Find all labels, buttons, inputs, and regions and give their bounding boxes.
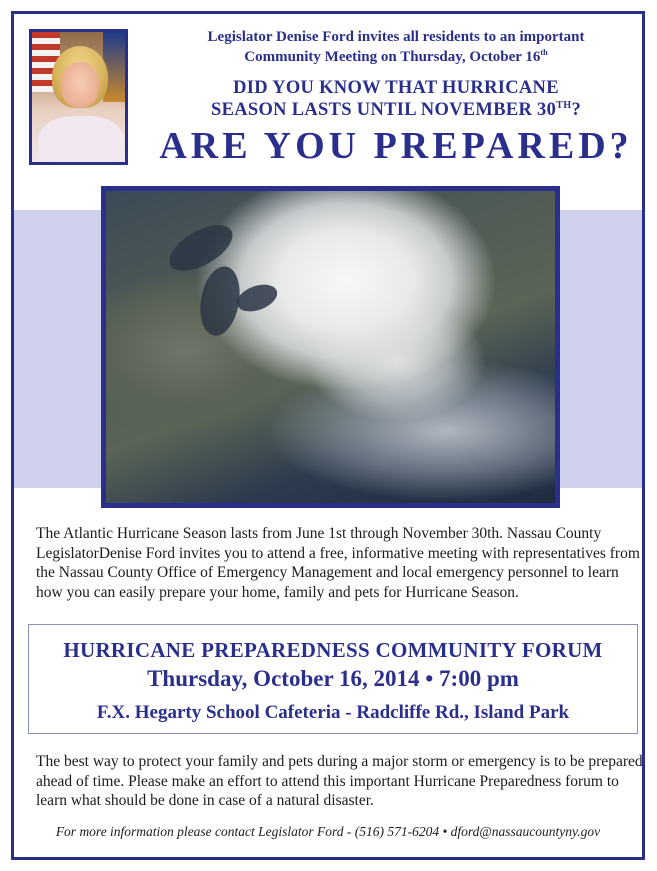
hurricane-satellite-image: [101, 186, 560, 508]
question-line-2: SEASON LASTS UNTIL NOVEMBER 30TH?: [210, 99, 581, 120]
closing-paragraph: The best way to protect your family and pets during a major storm or emergency is to be prepared ahead of time. Please make an effort to attend this important Hurricane Preparedness forum to learn what should be done in case of a natural disaster.: [36, 753, 643, 809]
hurricane-question: [140, 77, 652, 121]
legislator-portrait: [29, 29, 128, 165]
lake-shape: [233, 280, 281, 317]
forum-datetime: Thursday, October 16, 2014 • 7:00 pm: [147, 666, 519, 691]
portrait-face: [61, 62, 99, 108]
headline: ARE YOU PREPARED?: [159, 125, 633, 167]
portrait-body: [38, 116, 124, 165]
invitation-line-1: Legislator Denise Ford invites all residents to an important: [207, 29, 585, 45]
contact-line: For more information please contact Legislator Ford - (516) 571-6204 • dford@nassaucountyny.gov: [55, 824, 601, 839]
forum-title: HURRICANE PREPAREDNESS COMMUNITY FORUM: [63, 638, 603, 662]
invitation-text: [140, 27, 652, 67]
forum-location: F.X. Hegarty School Cafeteria - Radcliffe Rd., Island Park: [96, 702, 570, 723]
forum-box: [28, 624, 638, 734]
question-line-1: DID YOU KNOW THAT HURRICANE: [233, 78, 559, 98]
invitation-line-2: Community Meeting on Thursday, October 16th: [244, 48, 548, 65]
intro-paragraph: The Atlantic Hurricane Season lasts from June 1st through November 30th. Nassau County LegislatorDenise Ford invites you to attend a free, informative meeting with representatives from the Nassau County Office of Emergency Management and local emergency personnel to learn how you can easily prepare your home, family and pets for Hurricane Season.: [36, 525, 640, 601]
